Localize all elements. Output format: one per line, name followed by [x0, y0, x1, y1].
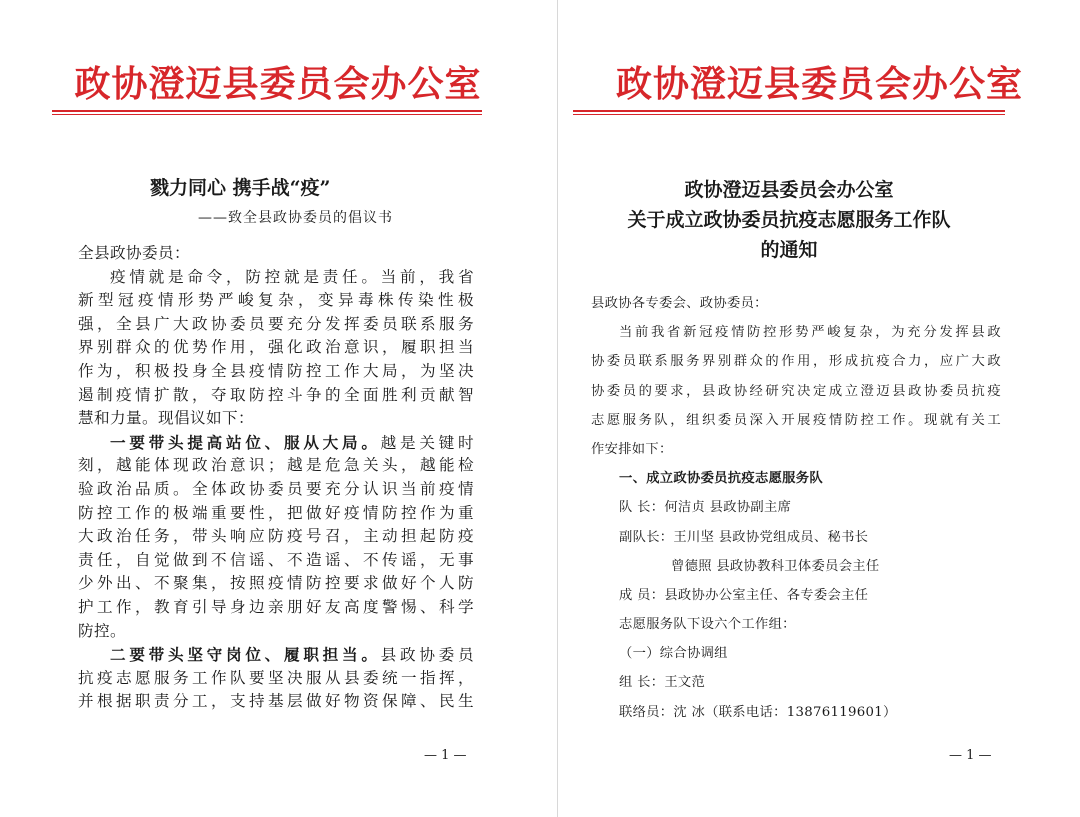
heading-line: 的通知 [760, 239, 818, 261]
body-line: 当前我省新冠疫情防控形势严峻复杂，为充分发挥县政 [619, 325, 1001, 341]
point-1-heading: 一要带头提高站位、服从大局。 [110, 432, 381, 452]
body-line: 强，全县广大政协委员要充分发挥委员联系服务 [78, 314, 474, 333]
masthead-red-rule [52, 110, 482, 115]
vice-captain-line: 副队长：王川坚 县政协党组成员、秘书长 [619, 529, 869, 545]
body-line: 验政治品质。全体政协委员要充分认识当前疫情 [78, 479, 474, 498]
body-line: 大政治任务，带头响应防疫号召，主动担起防疫 [78, 527, 474, 546]
body-line: 抗疫志愿服务工作队要坚决服从县委统一指挥， [78, 668, 474, 687]
salutation: 县政协各专委会、政协委员： [591, 296, 768, 311]
body-line: 界别群众的优势作用，强化政治意识，履职担当 [78, 338, 474, 357]
body-line: 并根据职责分工，支持基层做好物资保障、民生 [78, 692, 474, 711]
body-line: 疫情就是命令，防控就是责任。当前，我省 [110, 267, 474, 286]
heading-line: 政协澄迈县委员会办公室 [684, 179, 894, 201]
body-line: 遏制疫情扩散，夺取防控斗争的全面胜利贡献智 [78, 385, 474, 404]
notice-body [591, 289, 1001, 727]
liaison-line: 联络员：沈 冰（联系电话：13876119601） [619, 704, 897, 720]
page-number: — 1 — [949, 748, 992, 763]
page-number: — 1 — [424, 748, 467, 763]
captain-line: 队 长：何洁贞 县政协副主席 [619, 500, 792, 516]
section-heading: 一、成立政协委员抗疫志愿服务队 [619, 471, 823, 487]
body-line: 少外出、不聚集，按照疫情防控要求做好个人防 [78, 574, 474, 593]
body-line: 协委员的要求，县政协经研究决定成立澄迈县政协委员抗疫 [591, 383, 1001, 399]
point-2-lead: 县政协委员 [380, 646, 474, 665]
point-2-heading: 二要带头坚守岗位、履职担当。 [110, 645, 381, 665]
right-page [559, 0, 1080, 817]
vice-captain-line: 曾德照 县政协教科卫体委员会主任 [671, 558, 880, 574]
body-line: 作安排如下： [591, 441, 673, 457]
point-1-lead: 越是关键时 [380, 433, 474, 452]
masthead: 政协澄迈县委员会办公室 [74, 63, 482, 105]
body-line: 刻，越能体现政治意识；越是危急关头，越能检 [78, 456, 474, 475]
groups-note: 志愿服务队下设六个工作组： [619, 617, 796, 633]
body-line: 作为，积极投身全县疫情防控工作大局，为坚决 [78, 361, 474, 380]
heading-line: 关于成立政协委员抗疫志愿服务工作队 [627, 209, 951, 231]
point-2-first-line [78, 643, 474, 667]
body-line: 志愿服务队，组织委员深入开展疫情防控工作。现就有关工 [591, 412, 1001, 428]
body-line: 新型冠疫情形势严峻复杂，变异毒株传染性极 [78, 291, 474, 310]
body-line: 防控。 [78, 621, 126, 640]
body-line: 护工作，教育引导身边亲朋好友高度警惕、科学 [78, 597, 474, 616]
group-leader-line: 组 长：王文范 [619, 675, 706, 691]
point-1-first-line [78, 431, 474, 455]
page-divider [557, 0, 558, 817]
body-line: 责任，自觉做到不信谣、不造谣、不传谣，无事 [78, 550, 474, 569]
letter-body [78, 242, 474, 714]
masthead: 政协澄迈县委员会办公室 [615, 63, 1023, 105]
body-line: 协委员联系服务界别群众的作用，形成抗疫合力，应广大政 [591, 354, 1001, 370]
salutation: 全县政协委员： [78, 244, 190, 262]
body-line: 慧和力量。现倡议如下： [78, 409, 254, 428]
body-line: 防控工作的极端重要性，把做好疫情防控作为重 [78, 503, 474, 522]
letter-title: 戮力同心 携手战“疫” [150, 177, 331, 199]
group-heading: （一）综合协调组 [619, 646, 728, 662]
masthead-red-rule [573, 110, 1005, 115]
notice-heading [559, 175, 1019, 265]
letter-subtitle: ——致全县政协委员的倡议书 [198, 210, 393, 226]
members-line: 成 员：县政协办公室主任、各专委会主任 [619, 587, 869, 603]
